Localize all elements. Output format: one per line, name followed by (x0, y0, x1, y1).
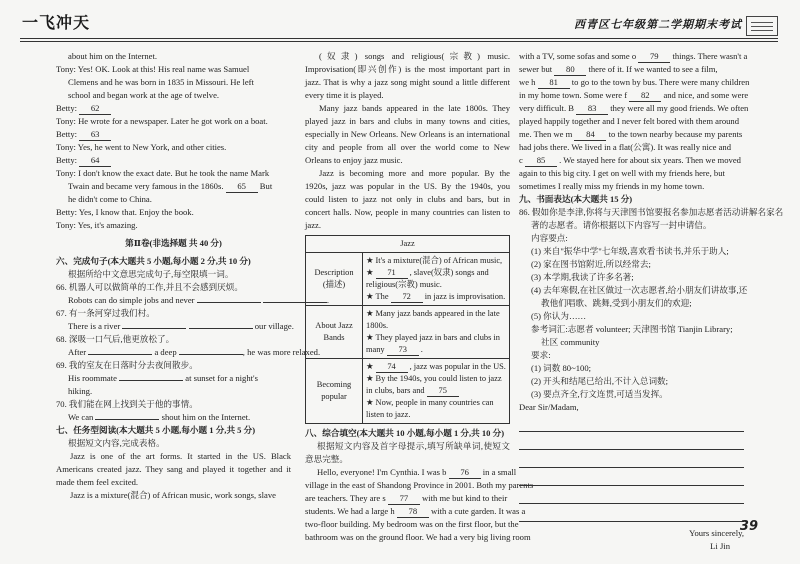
table-item (366, 255, 506, 267)
text-span: . We stayed here for about six years. Then we moved (559, 155, 741, 165)
cloze-line (519, 128, 744, 141)
row-content (363, 253, 510, 306)
writing-line[interactable] (519, 432, 744, 450)
text-span: c (519, 155, 523, 165)
dialogue-line: Tony: Yes, he went to New York, and other cities. (56, 142, 227, 152)
answer-blank-79[interactable]: 79 (638, 51, 670, 63)
answer-blank[interactable] (119, 380, 183, 381)
section-heading: 七、任务型阅读(本大题共 5 小题,每小题 1 分,共 5 分) (56, 425, 256, 435)
text-span: are teachers. They are s (305, 493, 386, 503)
answer-blank[interactable] (179, 354, 243, 355)
page-number: 39 (739, 519, 758, 534)
left-column (56, 50, 329, 502)
text-span: Now, people in many countries can listen to jazz. (366, 398, 494, 419)
dialogue-intro (56, 50, 291, 102)
answer-blank-77[interactable]: 77 (388, 493, 420, 505)
header-grid-icon (746, 16, 778, 36)
text-span: It's a mixture(混合) of African music, (375, 256, 503, 265)
text-span: students. We had a large h (305, 506, 395, 516)
text-span: Many jazz bands appeared in the late 1800s. (366, 309, 500, 330)
dialogue-line: Tony: I don't know the exact date. But he took the name Mark (56, 168, 270, 178)
text-span: village in the east of Shandong Province in 2001. Both my parents (305, 480, 534, 490)
cloze-line (305, 505, 526, 518)
section-instructions: 根据短文内容及首字母提示,填写所缺单词,使短文意思完整。 (305, 441, 510, 464)
text-span: with a TV, some sofas and some o (519, 51, 637, 61)
cloze-line (519, 115, 744, 128)
question-70-sentence: We can shout him on the Internet. (68, 412, 251, 422)
task-line: 参考词汇:志愿者 volunteer; 天津图书馆 Tianjin Library; (531, 324, 733, 334)
cloze-line (519, 180, 744, 193)
answer-blank[interactable] (88, 354, 152, 355)
letter-closing: Yours sincerely, (689, 528, 744, 538)
page-header (0, 0, 800, 40)
cloze-line (519, 102, 749, 115)
dialogue-line: Betty: Yes, I know that. Enjoy the book. (56, 207, 194, 217)
dialogue-line: he didn't come to China. (68, 194, 152, 204)
cloze-line (305, 518, 519, 531)
question-68-prompt: 68. 深吸一口气后,他更放松了。 (56, 334, 175, 344)
cloze-line (519, 167, 744, 180)
dialogue-line: Twain and became very famous in the 1860s. 65 But (68, 181, 273, 191)
writing-line[interactable] (519, 504, 744, 522)
answer-blank-65[interactable]: 65 (226, 181, 258, 193)
dialogue-line: Betty: 62 (56, 102, 291, 115)
star-icon: ★ (366, 333, 374, 342)
text-span: and nice, and some were (663, 90, 749, 100)
text-span: , slave(奴隶) songs and religious(宗教) music. (366, 268, 489, 289)
writing-task (519, 206, 784, 401)
task-line: 要求: (531, 350, 551, 360)
reading-passage (56, 450, 291, 502)
text-span: me. Then we m (519, 129, 573, 139)
question-69-prompt: 69. 我的室友在日落时分去夜间散步。 (56, 360, 198, 370)
middle-column (305, 50, 534, 544)
table-item (366, 267, 506, 291)
cloze-line (519, 50, 748, 63)
answer-blank-76[interactable]: 76 (449, 467, 481, 479)
text-span: with a cute garden. It was a (431, 506, 526, 516)
text-span: sometimes I really miss my friends in my home town. (519, 181, 705, 191)
section-heading: 六、完成句子(本大题共 5 小题,每小题 2 分,共 10 分) (56, 256, 251, 266)
cloze-line (519, 76, 750, 89)
table-item (366, 308, 506, 332)
answer-blank-83[interactable]: 83 (576, 103, 608, 115)
header-rule-thin (20, 41, 778, 42)
question-68-sentence: After a deep , he was more relaxed. (68, 347, 321, 357)
task-line: (1) 来自"振华中学"七年级,喜欢看书读书,并乐于助人; (531, 246, 729, 256)
text-span: had jobs there. We lived in a flat(公寓). It was really nice and (519, 142, 732, 152)
header-rule (20, 38, 778, 39)
text-span: there of it. If we wanted to see a film, (588, 64, 718, 74)
answer-blank-82[interactable]: 82 (629, 90, 661, 102)
cloze-line (305, 531, 531, 544)
answer-blank-81[interactable]: 81 (538, 77, 570, 89)
task-line: (5) 你认为…… (531, 311, 587, 321)
text-span: two-floor building. My bedroom was on the first floor, but the (305, 519, 519, 529)
task-line: 社区 community (541, 337, 600, 347)
cloze-line (305, 466, 517, 479)
table-item (366, 361, 506, 373)
table-item (366, 397, 506, 421)
section-instructions: 根据所给中文意思完成句子,每空限填一词。 (68, 269, 234, 279)
table-row (306, 253, 510, 306)
answer-blank[interactable] (197, 302, 261, 303)
answer-blank-71[interactable]: 71 (376, 267, 408, 279)
answer-blank[interactable] (122, 328, 186, 329)
answer-blank-80[interactable]: 80 (554, 64, 586, 76)
dialogue-line: Tony: He wrote for a newspaper. Later he got work on a boat. (56, 116, 268, 126)
text-span: bathroom was on the ground floor. We had a very big living room (305, 532, 531, 542)
table-row (306, 306, 510, 359)
cloze-line (305, 492, 510, 505)
text-span: They played jazz in bars and clubs in many (366, 333, 500, 354)
star-icon: ★ (366, 309, 374, 318)
answer-blank-74[interactable]: 74 (376, 361, 408, 373)
cloze-line (305, 479, 534, 492)
text-span: we h (519, 77, 536, 87)
table-title: Jazz (306, 236, 510, 253)
star-icon: ★ (366, 398, 374, 407)
text-span: in my home town. Some were f (519, 90, 628, 100)
passage-paragraph: (奴隶) songs and religious(宗教) music. Improvisation(即兴创作) is the most important part in jazz. That is why a jazz song might sound a little different every time it is played. (305, 51, 510, 100)
dialogue-line: Betty: 63 (56, 128, 291, 141)
exam-title: 西青区七年级第二学期期末考试 (574, 18, 742, 31)
question-66-prompt: 66. 机器人可以做简单的工作,并且不会感到厌烦。 (56, 282, 243, 292)
passage-paragraph: Jazz is one of the art forms. It started in the US. Black Americans created jazz. They sang and played it together and it made them feel excited. (56, 451, 291, 487)
text-span: sewer but (519, 64, 553, 74)
cloze-line (519, 63, 744, 76)
writing-line[interactable] (519, 450, 744, 468)
task-line: (1) 词数 80~100; (531, 363, 592, 373)
passage-paragraph: Many jazz bands appeared in the late 1800s. They played jazz in bars and clubs in many towns and cities, especially in New Orleans. New Orleans is an international city and people from all over the world come to New Orleans to enjoy jazz music. (305, 103, 510, 165)
letter-greeting: Dear Sir/Madam, (519, 402, 579, 412)
cloze-line (519, 141, 744, 154)
text-span: Hello, everyone! I'm Cynthia. I was b (317, 467, 447, 477)
table-item (366, 332, 506, 356)
task-line: (4) 去年寒假,在社区做过一次志愿者,给小朋友们讲故事,还 (531, 285, 748, 295)
text-span: . (420, 345, 423, 354)
task-line: 教他们唱歌、跳舞,受到小朋友们的欢迎; (541, 298, 692, 308)
text-span: played happily together and I never felt bored with them around (519, 116, 740, 126)
answer-blank-84[interactable]: 84 (574, 129, 606, 141)
row-label: Description (描述) (306, 253, 363, 306)
cloze-line (519, 89, 749, 102)
dialogue-line: Clemens and he was born in 1835 in Missouri. He left (68, 77, 254, 87)
cloze-passage (305, 466, 534, 544)
text-span: to go to the town by bus. There were many children (571, 77, 750, 87)
section-heading: 八、综合填空(本大题共 10 小题,每小题 1 分,共 10 分) (305, 428, 505, 438)
answer-blank[interactable] (189, 328, 253, 329)
star-icon: ★ (366, 374, 374, 383)
text-span: , jazz was popular in the US. (409, 362, 506, 371)
dialogue-line: Tony: Yes! OK. Look at this! His real name was Samuel (56, 64, 250, 74)
answer-blank-73[interactable]: 73 (387, 344, 419, 356)
text-span: in a small (482, 467, 517, 477)
answer-blank-64[interactable]: 64 (79, 155, 111, 167)
text-span: The (375, 292, 389, 301)
star-icon: ★ (366, 362, 374, 371)
part-two-heading: 第Ⅱ卷(非选择题 共 40 分) (125, 238, 222, 248)
answer-blank-72[interactable]: 72 (391, 291, 423, 303)
question-67-prompt: 67. 有一条河穿过我们村。 (56, 308, 155, 318)
dialogue-line: Tony: Yes, it's amazing. (56, 220, 138, 230)
jazz-table (305, 235, 510, 424)
text-span: to the town nearby because my parents (608, 129, 743, 139)
writing-line[interactable] (519, 486, 744, 504)
star-icon: ★ (366, 256, 374, 265)
task-line: 86. 假如你是李津,你将与天津图书馆要报名参加志愿者活动讲解名家名 (519, 207, 784, 217)
task-line: 内容要点: (531, 233, 568, 243)
table-row (306, 359, 510, 424)
star-icon: ★ (366, 268, 374, 277)
star-icon: ★ (366, 292, 374, 301)
task-line: 著的志愿者。请你根据以下内容写一封申请信。 (531, 220, 712, 230)
section-instructions: 根据短文内容,完成表格。 (68, 438, 165, 448)
cloze-line (519, 154, 744, 167)
text-span: they were all my good friends. We often (610, 103, 749, 113)
passage-paragraph: Jazz is becoming more and more popular. By the 1920s, jazz was popular in the US. By the 1940s, you could listen to jazz not only in clubs and bars, but in concert halls. Now, people in many countries can listen to jazz. (305, 168, 510, 230)
table-item (366, 291, 506, 303)
question-70-prompt: 70. 我们能在网上找到关于他的事情。 (56, 399, 198, 409)
task-line: (3) 要点齐全,行文连贯,可适当发挥。 (531, 389, 668, 399)
answer-blank-78[interactable]: 78 (397, 506, 429, 518)
letter-signature: Li Jin (710, 541, 730, 551)
row-content (363, 359, 510, 424)
table-item (366, 373, 506, 397)
passage-paragraph: Jazz is a mixture(混合) of African music, work songs, slave (70, 490, 276, 500)
series-logo: 一飞冲天 (22, 13, 91, 32)
row-label: About Jazz Bands (306, 306, 363, 359)
cloze-passage-continued (519, 50, 750, 193)
text-span: in jazz is improvisation. (424, 292, 506, 301)
answer-blank-62[interactable]: 62 (79, 103, 111, 115)
task-line: (2) 开头和结尾已给出,不计入总词数; (531, 376, 669, 386)
writing-line[interactable] (519, 468, 744, 486)
row-label: Becoming popular (306, 359, 363, 424)
question-69-sentence: His roommate at sunset for a night's (68, 373, 258, 383)
answer-blank-63[interactable]: 63 (79, 129, 111, 141)
answer-blank-85[interactable]: 85 (525, 155, 557, 167)
text-span: things. There wasn't a (672, 51, 748, 61)
text-span: with me but kind to their (422, 493, 508, 503)
dialogue-line: about him on the Internet. (68, 51, 158, 61)
row-content (363, 306, 510, 359)
reading-passage-continued (305, 50, 510, 232)
dialogue-line: Betty: 64 (56, 154, 291, 167)
section-heading: 九、书面表达(本大题共 15 分) (519, 194, 633, 204)
text-span: By the 1940s, you could listen to jazz in clubs, bars and (366, 374, 502, 395)
writing-line[interactable] (519, 414, 744, 432)
question-69-sentence-cont: hiking. (68, 386, 93, 396)
answer-blank-75[interactable]: 75 (427, 385, 459, 397)
task-line: (2) 家在图书馆附近,所以经常去; (531, 259, 651, 269)
dialogue-line: school and began work at the age of twelve. (68, 90, 220, 100)
task-line: (3) 本学期,我读了许多名著; (531, 272, 634, 282)
question-67-sentence: There is a river our village. (68, 321, 294, 331)
answer-blank[interactable] (95, 419, 159, 420)
question-66-sentence: Robots can do simple jobs and never . (68, 295, 329, 305)
text-span: again to this big city. I get on well with my friends here, but (519, 168, 725, 178)
text-span: very difficult. B (519, 103, 574, 113)
